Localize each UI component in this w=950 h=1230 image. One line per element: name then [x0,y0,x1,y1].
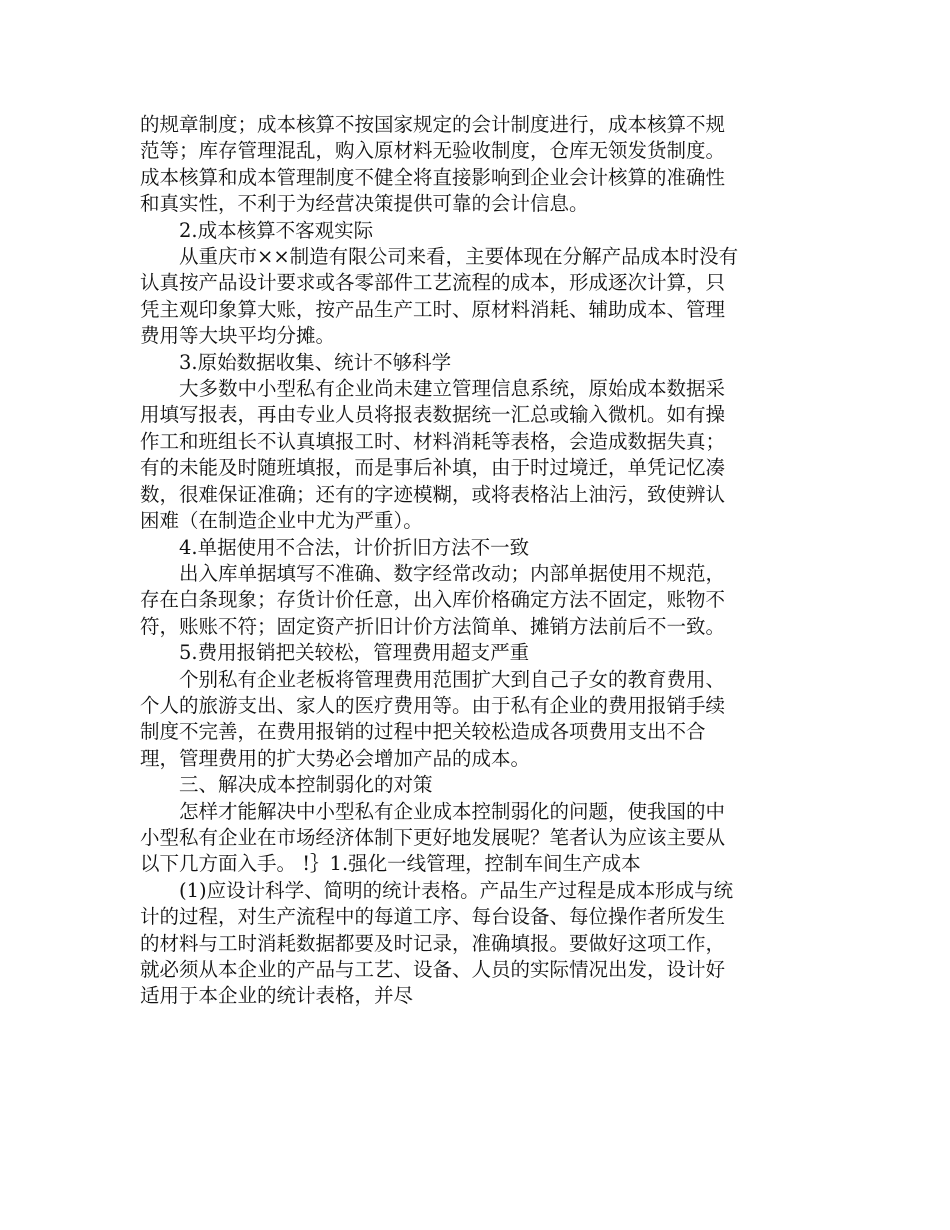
paragraph-cost-accounting: 从重庆市××制造有限公司来看，主要体现在分解产品成本时没有认真按产品设计要求或各零部件工艺流程的成本，形成逐次计算，只凭主观印象算大账，按产品生产工时、原材料消耗、辅助成本、管理费用等大块平均分摊。 [140,245,739,348]
paragraph-expenses: 个别私有企业老板将管理费用范围扩大到自己子女的教育费用、个人的旅游支出、家人的医疗费用等。由于私有企业的费用报销手续制度不完善，在费用报销的过程中把关较松造成各项费用支出不合理，管理费用的扩大势必会增加产品的成本。 [140,667,726,770]
section-heading-3: 3.原始数据收集、统计不够科学 [179,350,452,374]
section-heading-5: 5.费用报销把关较松，管理费用超支严重 [179,641,530,665]
document-body [140,112,740,1010]
section-heading-2: 2.成本核算不客观实际 [179,218,374,242]
paragraph-data-collection: 大多数中小型私有企业尚未建立管理信息系统，原始成本数据采用填写报表，再由专业人员将报表数据统一汇总或输入微机。如有操作工和班组长不认真填报工时、材料消耗等表格，会造成数据失真；有的未能及时随班填报，而是事后补填，由于时过境迁，单凭记忆凑数，很难保证准确；还有的字迹模糊，或将表格沾上油污，致使辨认困难（在制造企业中尤为严重）。 [140,377,726,533]
paragraph-continuation: 的规章制度；成本核算不按国家规定的会计制度进行，成本核算不规范等；库存管理混乱，购入原材料无验收制度，仓库无领发货制度。成本核算和成本管理制度不健全将直接影响到企业会计核算的准确性和真实性，不利于为经营决策提供可靠的会计信息。 [140,113,726,216]
paragraph-documents: 出入库单据填写不准确、数字经常改动；内部单据使用不规范，存在白条现象；存货计价任意，出入库价格确定方法不固定，账物不符，账账不符；固定资产折旧计价方法简单、摊销方法前后不一致。 [140,561,726,638]
section-heading-part-3: 三、解决成本控制弱化的对策 [179,773,433,797]
paragraph-countermeasures: 怎样才能解决中小型私有企业成本控制弱化的问题，使我国的中小型私有企业在市场经济体制下更好地发展呢？笔者认为应该主要从以下几方面入手。 !｝1.强化一线管理，控制车间生产成本 [140,799,726,876]
section-heading-4: 4.单据使用不合法，计价折旧方法不一致 [179,535,530,559]
paragraph-statistics-forms: (1)应设计科学、简明的统计表格。产品生产过程是成本形成与统计的过程，对生产流程中的每道工序、每台设备、每位操作者所发生的材料与工时消耗数据都要及时记录，准确填报。要做好这项工作，就必须从本企业的产品与工艺、设备、人员的实际情况出发，设计好适用于本企业的统计表格，并尽 [140,878,734,1008]
